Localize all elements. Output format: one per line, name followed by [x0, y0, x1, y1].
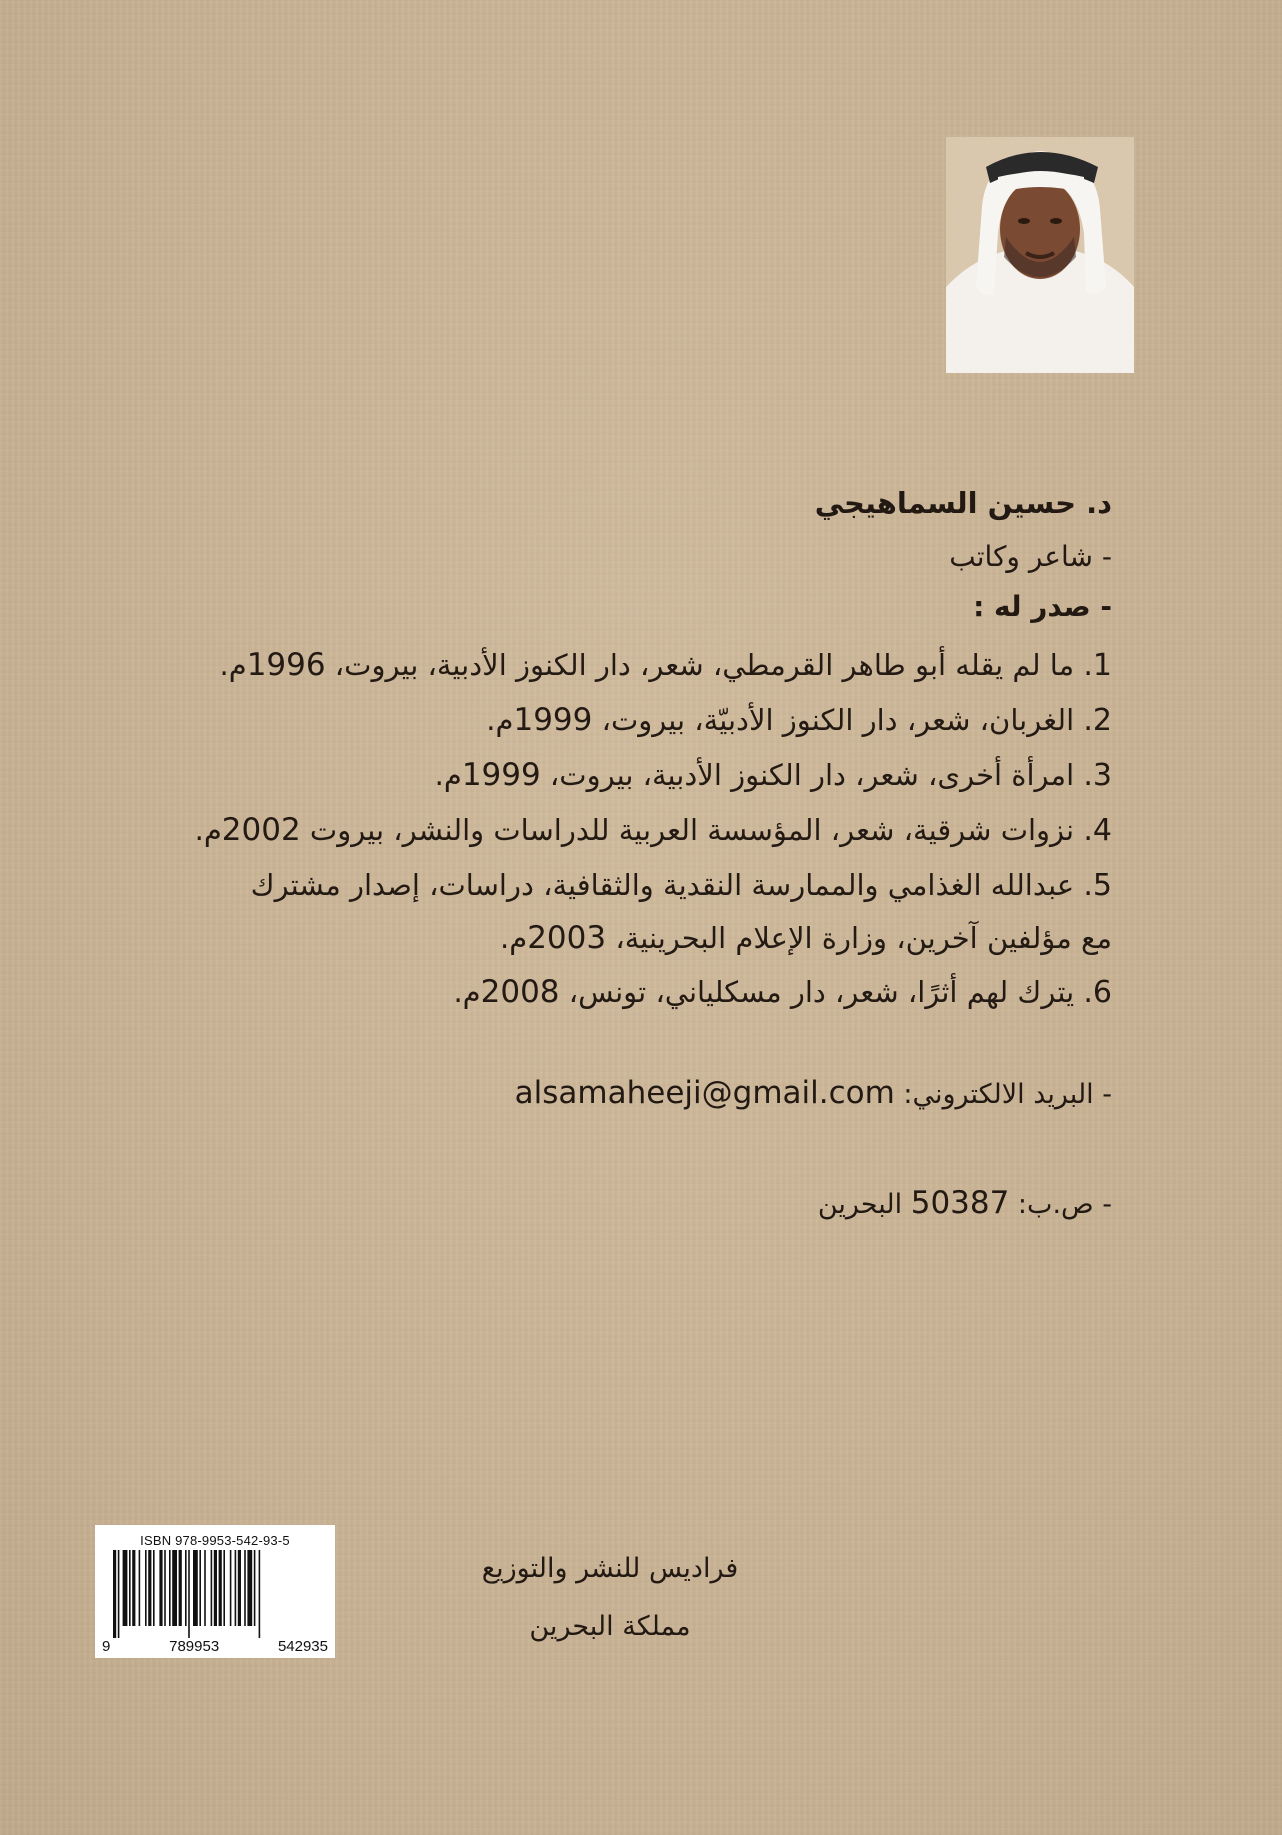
barcode-bar: [188, 1550, 190, 1638]
barcode-bar: [204, 1550, 206, 1626]
barcode-bar: [223, 1550, 225, 1626]
barcode-bar: [164, 1550, 166, 1626]
barcode-digit-group-right: 542935: [277, 1638, 328, 1655]
barcode-bar: [132, 1550, 135, 1626]
barcode-bar: [199, 1550, 201, 1626]
list-item: 2. الغربان، شعر، دار الكنوز الأدبيّة، بيروت، 1999م.: [486, 702, 1112, 738]
author-photo: [946, 137, 1134, 373]
isbn-barcode: [95, 1525, 335, 1658]
barcode-bar: [118, 1550, 120, 1638]
barcode-bar: [235, 1550, 237, 1626]
barcode-bar: [230, 1550, 232, 1626]
barcode-bar: [169, 1550, 171, 1626]
barcode-digit-prefix: 9: [102, 1638, 111, 1655]
publisher-block: [470, 1540, 750, 1656]
barcode-bar: [254, 1550, 256, 1626]
author-role: - شاعر وكاتب: [949, 540, 1112, 573]
list-item: 6. يترك لهم أثرًا، شعر، دار مسكلياني، تونس، 2008م.: [453, 974, 1112, 1010]
list-item: 3. امرأة أخرى، شعر، دار الكنوز الأدبية، بيروت، 1999م.: [434, 757, 1112, 793]
pobox-number: 50387: [910, 1185, 1010, 1221]
email-label: - البريد الالكتروني:: [894, 1079, 1112, 1110]
email-address: alsamaheeji@gmail.com: [514, 1075, 895, 1111]
barcode-bar: [193, 1550, 198, 1626]
barcode-bar: [172, 1550, 177, 1626]
isbn-number: ISBN 978-9953-542-93-5: [140, 1533, 290, 1548]
barcode-bar: [129, 1550, 131, 1626]
barcode-digit-group-left: 789953: [169, 1638, 220, 1655]
list-item-continuation: مع مؤلفين آخرين، وزارة الإعلام البحرينية، 2003م.: [500, 920, 1112, 956]
pobox-label: - ص.ب:: [1009, 1189, 1112, 1220]
list-item: 5. عبدالله الغذامي والممارسة النقدية والثقافية، دراسات، إصدار مشترك: [250, 868, 1112, 903]
publications-list: [152, 638, 1112, 1020]
barcode-bar: [244, 1550, 246, 1626]
barcode-bar: [123, 1550, 128, 1626]
barcode-bar: [259, 1550, 261, 1638]
pobox-line: [152, 1178, 1112, 1230]
barcode-bar: [145, 1550, 147, 1626]
email-line: [152, 1068, 1112, 1120]
barcode-bar: [211, 1550, 213, 1626]
publications-heading: - صدر له :: [973, 590, 1112, 623]
barcode-digits: [101, 1638, 329, 1655]
pobox-country: البحرين: [817, 1189, 911, 1220]
author-portrait-image: [946, 137, 1134, 373]
barcode-bar: [219, 1550, 222, 1626]
barcode-bar: [179, 1550, 182, 1626]
barcode-bar: [139, 1550, 141, 1626]
barcode-bar: [159, 1550, 162, 1626]
list-item: 1. ما لم يقله أبو طاهر القرمطي، شعر، دار الكنوز الأدبية، بيروت، 1996م.: [219, 647, 1112, 683]
barcode-bar: [148, 1550, 151, 1626]
barcode-bar: [238, 1550, 241, 1626]
author-name: د. حسين السماهيجي: [814, 486, 1112, 520]
barcode-bar: [113, 1550, 116, 1638]
barcode-bar: [153, 1550, 155, 1626]
publisher-country: مملكة البحرين: [529, 1611, 691, 1642]
barcode-bar: [185, 1550, 187, 1626]
barcode-bars: [105, 1548, 325, 1640]
author-bio: [152, 478, 1112, 1230]
publisher-name: فراديس للنشر والتوزيع: [481, 1553, 739, 1584]
list-item: 4. نزوات شرقية، شعر، المؤسسة العربية للدراسات والنشر، بيروت 2002م.: [194, 812, 1112, 848]
barcode-bar: [214, 1550, 217, 1626]
barcode-bar: [247, 1550, 252, 1626]
